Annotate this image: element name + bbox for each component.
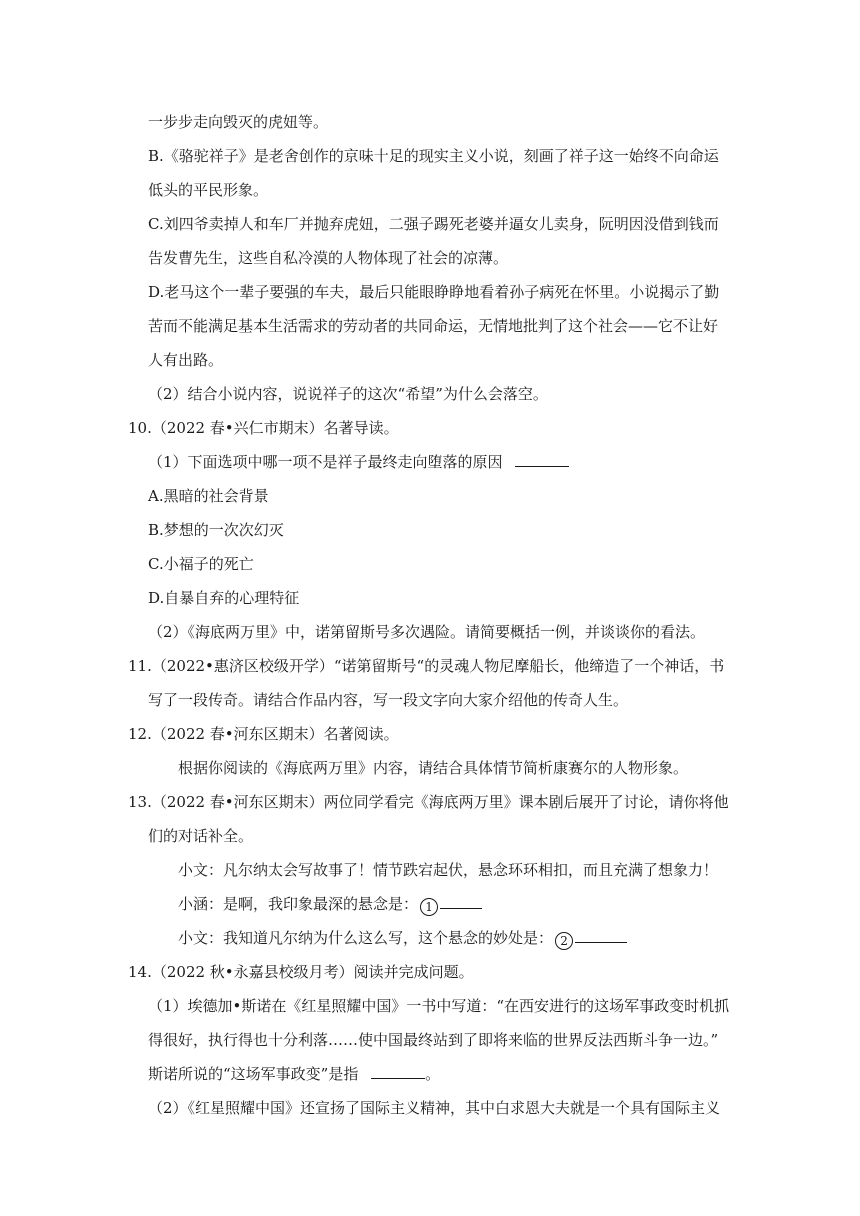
option-d-line: D.老马这个一辈子要强的车夫，最后只能眼睁睁地看着孙子病死在怀里。小说揭示了勤: [148, 283, 720, 301]
text-line: 苦而不能满足基本生活需求的劳动者的共同命运，无情地批判了这个社会——它不让好: [148, 317, 719, 335]
question-13-header: 13.（2022 春•河东区期末）两位同学看完《海底两万里》课本剧后展开了讨论，请你将他: [128, 793, 729, 811]
dialogue-line: [178, 894, 482, 916]
circled-number-1: 1: [420, 898, 438, 916]
text-line: 们的对话补全。: [148, 827, 254, 845]
dialogue-line: 小文：凡尔纳太会写故事了！情节跌宕起伏，悬念环环相扣，而且充满了想象力！: [178, 861, 719, 879]
answer-blank-2[interactable]: [575, 928, 627, 943]
option-d: D.自暴自弃的心理特征: [148, 589, 300, 607]
dialogue-text: 小文：我知道凡尔纳为什么这么写，这个悬念的妙处是：: [178, 929, 554, 947]
text-line: 人有出路。: [148, 351, 224, 369]
option-c-line: C.刘四爷卖掉人和车厂并抛弃虎妞，二强子踢死老婆并逼女儿卖身，阮明因没借到钱而: [148, 215, 719, 233]
question-14-header: 14.（2022 秋•永嘉县校级月考）阅读并完成问题。: [128, 963, 474, 981]
question-11-header: 11.（2022•惠济区校级开学）“诺第留斯号“的灵魂人物尼摩船长，他缔造了一个神话，书: [128, 657, 725, 675]
text-line: [148, 1064, 440, 1084]
sub-question: [148, 452, 569, 472]
question-12-header: 12.（2022 春•河东区期末）名著阅读。: [128, 725, 399, 743]
answer-blank[interactable]: [371, 1064, 425, 1079]
option-b: B.梦想的一次次幻灭: [148, 521, 284, 539]
dialogue-text: 小涵：是啊，我印象最深的悬念是：: [178, 895, 419, 913]
sub-question: （2）《红星照耀中国》还宣扬了国际主义精神，其中白求恩大夫就是一个具有国际主义: [148, 1099, 721, 1117]
option-a: A.黑暗的社会背景: [148, 487, 269, 505]
sub-question: （2）《海底两万里》中，诺第留斯号多次遇险。请简要概括一例，并谈谈你的看法。: [148, 623, 706, 641]
text-line: 写了一段传奇。请结合作品内容，写一段文字向大家介绍他的传奇人生。: [148, 691, 629, 709]
option-c: C.小福子的死亡: [148, 555, 254, 573]
question-text: 斯诺所说的“这场军事政变”是指: [148, 1065, 359, 1083]
text-line: 得很好，执行得也十分利落……使中国最终站到了即将来临的世界反法西斯斗争一边。”: [148, 1031, 719, 1049]
sub-question: （1）埃德加•斯诺在《红星照耀中国》一书中写道：“在西安进行的这场军事政变时机抓: [148, 997, 730, 1015]
sub-question: （2）结合小说内容，说说祥子的这次“希望”为什么会落空。: [148, 385, 548, 403]
question-10-header: 10.（2022 春•兴仁市期末）名著导读。: [128, 419, 399, 437]
text-line: 低头的平民形象。: [148, 181, 269, 199]
answer-blank-1[interactable]: [440, 894, 482, 909]
circled-number-2: 2: [555, 932, 573, 950]
text-line: 告发曹先生，这些自私冷漠的人物体现了社会的凉薄。: [148, 249, 509, 267]
question-text: （1）下面选项中哪一项不是祥子最终走向堕落的原因: [148, 453, 503, 471]
dialogue-line: [178, 928, 627, 950]
text-line: 一步步走向毁灭的虎妞等。: [148, 113, 329, 131]
period: 。: [425, 1065, 441, 1083]
question-text: 根据你阅读的《海底两万里》内容，请结合具体情节简析康赛尔的人物形象。: [178, 759, 689, 777]
option-b-line: B.《骆驼祥子》是老舍创作的京味十足的现实主义小说，刻画了祥子这一始终不向命运: [148, 147, 719, 165]
answer-blank[interactable]: [515, 452, 569, 467]
